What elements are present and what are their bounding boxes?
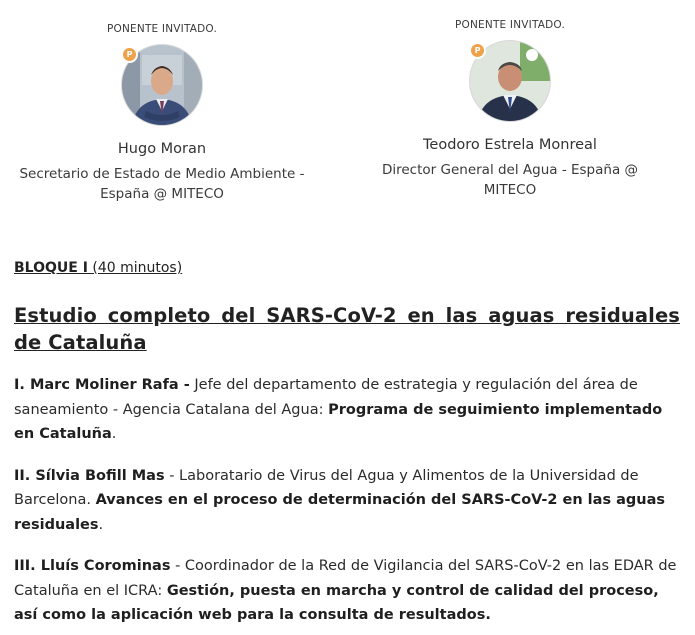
- coin-icon: P: [121, 46, 138, 63]
- agenda-item-speaker: II. Sílvia Bofill Mas: [14, 467, 165, 484]
- agenda-item-topic: Gestión, puesta en marcha y control de calidad del proceso, así como la aplicación web para la consulta de resultados.: [14, 582, 659, 623]
- agenda-item-end: .: [111, 426, 117, 442]
- speaker-avatar-wrap[interactable]: [121, 44, 203, 126]
- agenda-content: [14, 258, 680, 628]
- speaker-name[interactable]: Teodoro Estrela Monreal: [423, 137, 597, 153]
- block-duration: (40 minutos): [87, 260, 183, 276]
- speaker-role-tag: PONENTE INVITADO.: [107, 23, 217, 35]
- agenda-item-end: .: [98, 516, 104, 533]
- coin-icon: P: [469, 42, 486, 59]
- section-title: Estudio completo del SARS-CoV-2 en las aguas residuales de Cataluña: [14, 304, 680, 354]
- agenda-item-speaker: I. Marc Moliner Rafa -: [14, 377, 190, 393]
- speaker-card: [12, 0, 312, 204]
- agenda-item: [14, 554, 680, 628]
- speaker-avatar-wrap[interactable]: [469, 40, 551, 122]
- agenda-item-description: - Coordinador de la Red de Vigilancia del SARS-CoV-2 en las EDAR de Cataluña en el ICRA:: [14, 558, 677, 599]
- speaker-card: [362, 0, 658, 200]
- agenda-item: [14, 373, 680, 447]
- agenda-item-description: - Laboratario de Virus del Agua y Alimentos de la Universidad de Barcelona.: [14, 467, 639, 508]
- block-heading: [14, 258, 680, 278]
- agenda-item-topic: Avances en el proceso de determinación del SARS-CoV-2 en las aguas residuales: [14, 492, 666, 533]
- block-label: BLOQUE I: [14, 260, 88, 276]
- speaker-role-tag: PONENTE INVITADO.: [455, 19, 565, 31]
- agenda-item-topic: Programa de seguimiento implementado en Cataluña: [14, 401, 663, 442]
- speaker-title: Secretario de Estado de Medio Ambiente - España @ MITECO: [19, 166, 305, 202]
- agenda-item: [14, 464, 680, 538]
- agenda-item-speaker: III. Lluís Corominas: [14, 558, 171, 574]
- speaker-name[interactable]: Hugo Moran: [117, 141, 207, 157]
- speaker-title: Director General del Agua - España @ MITECO: [381, 162, 639, 198]
- speakers-row: [0, 0, 695, 215]
- agenda-item-description: Jefe del departamento de estrategia y regulación del área de saneamiento - Agencia Catalana del Agua:: [14, 377, 638, 418]
